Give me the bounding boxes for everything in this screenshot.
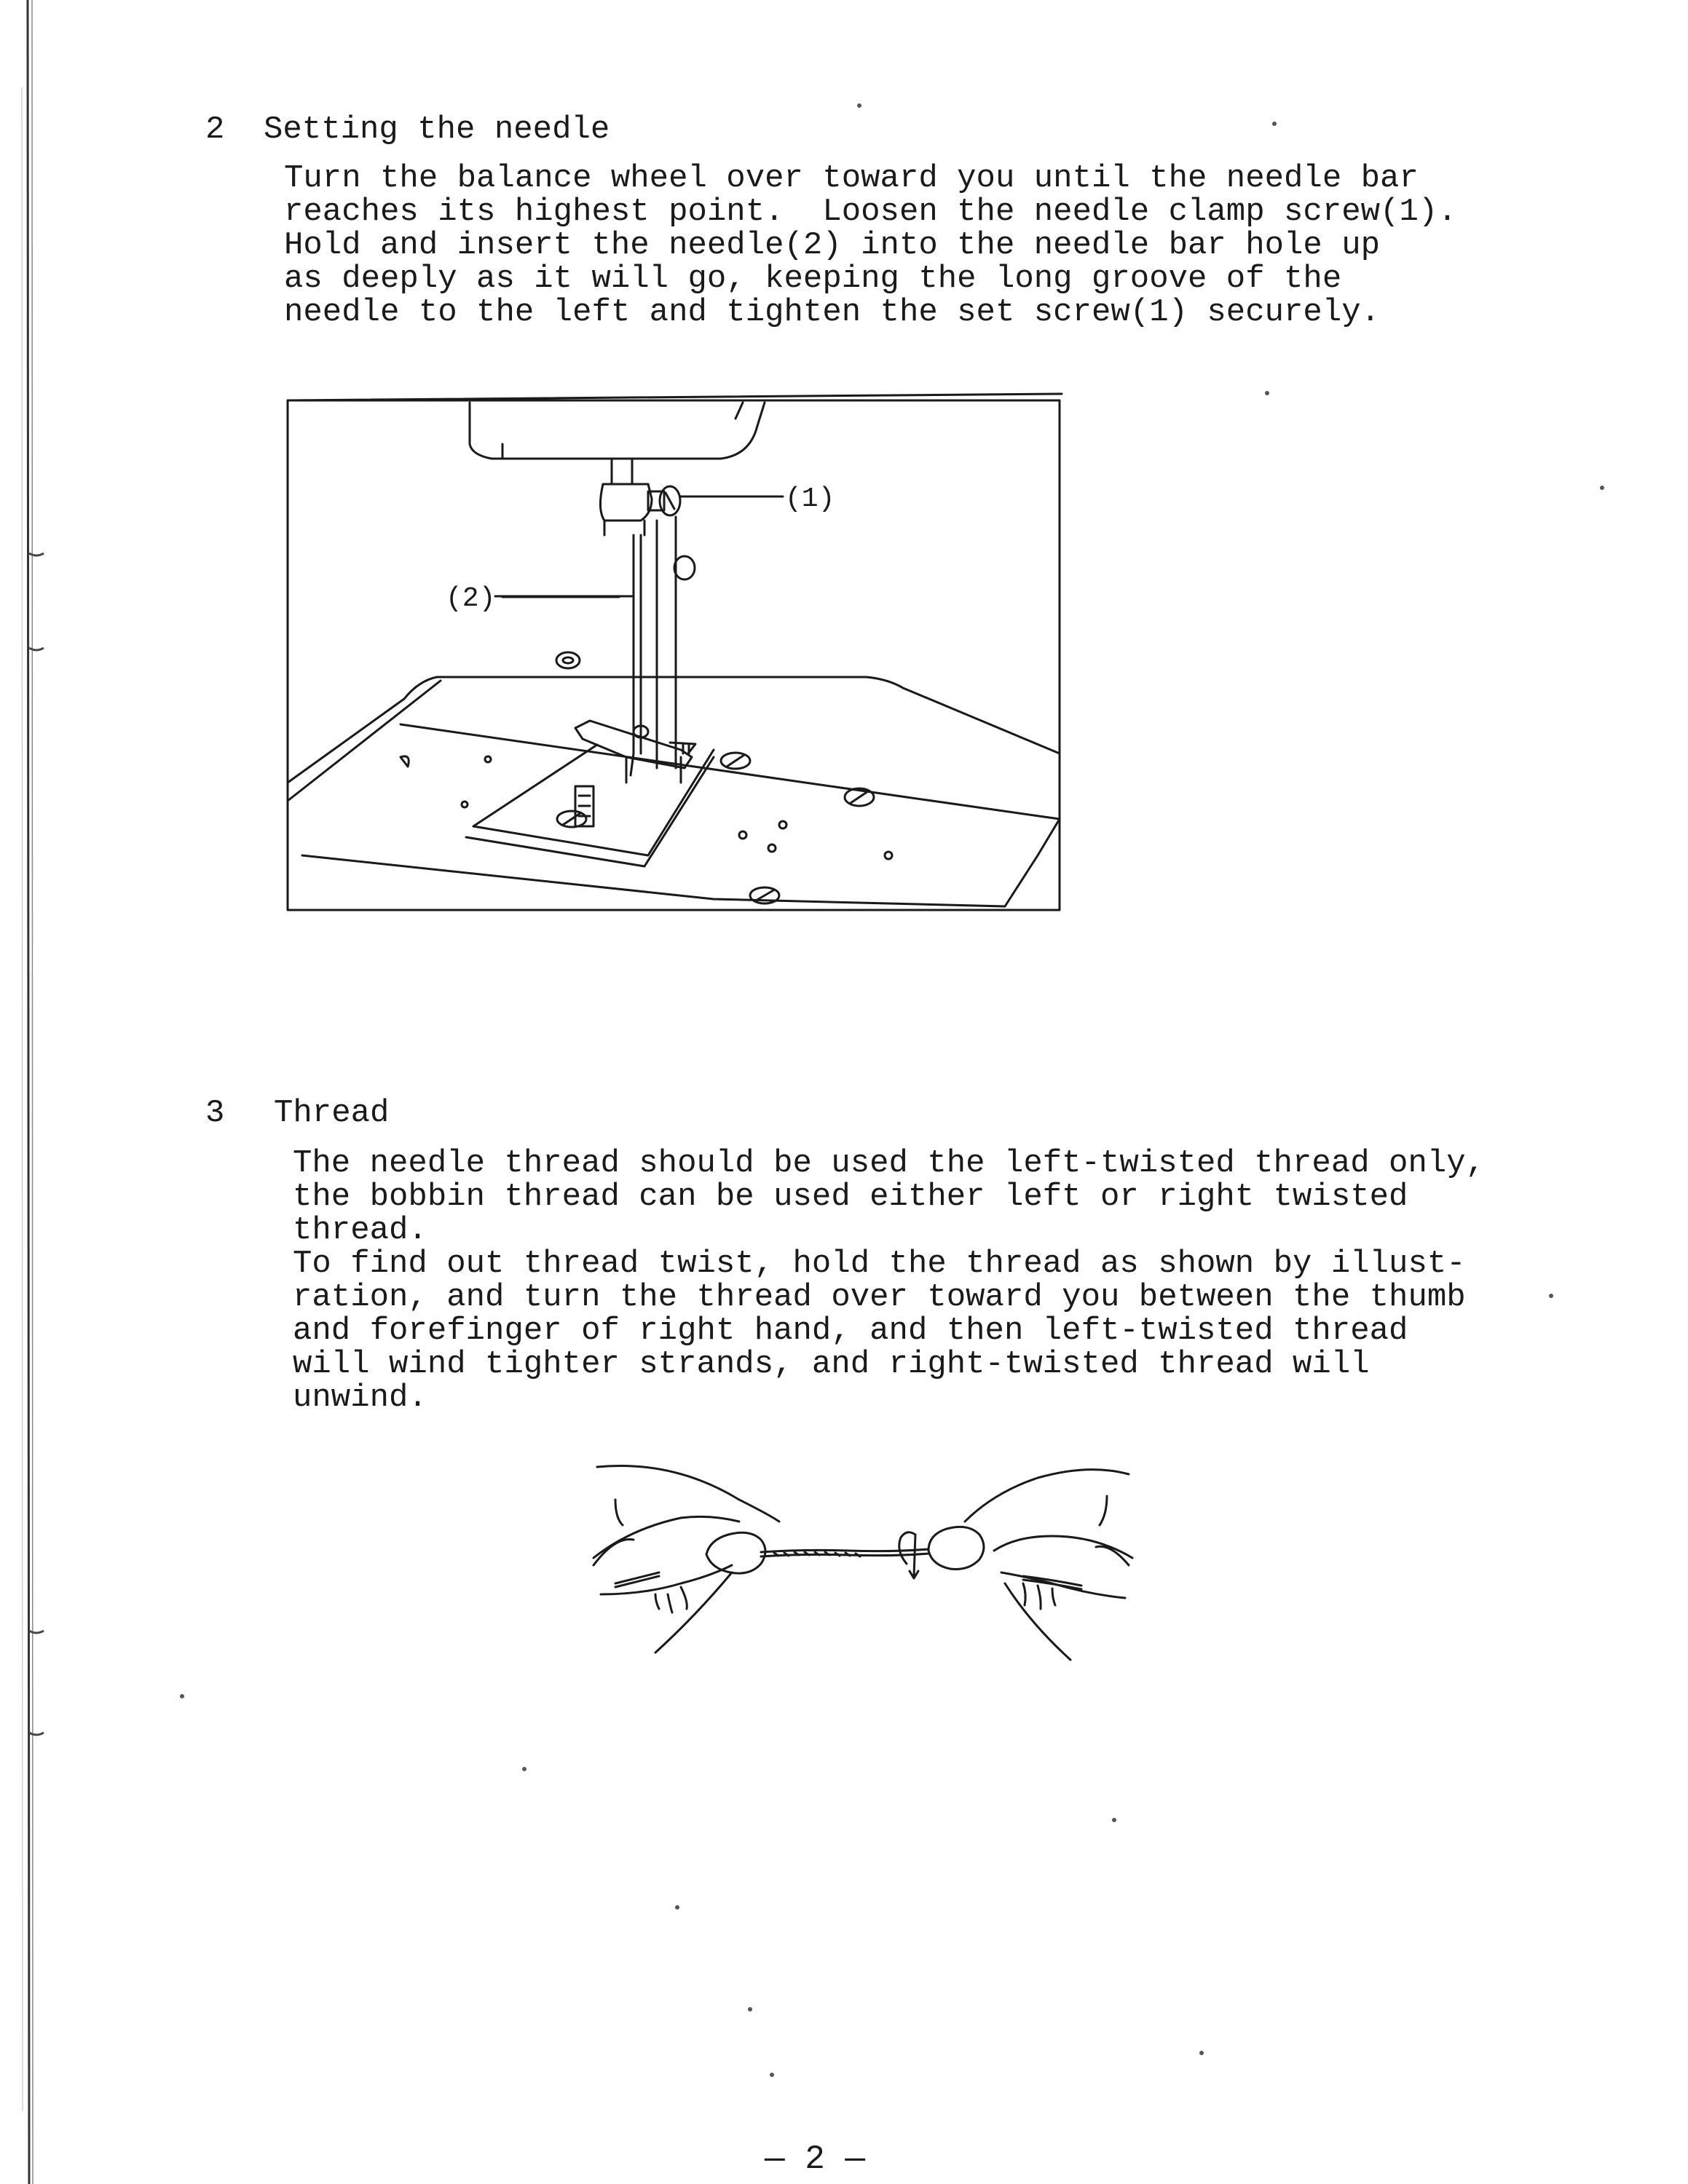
section-title: Thread [274, 1095, 390, 1131]
paragraph-line: ration, and turn the thread over toward you between the thumb [293, 1279, 1466, 1315]
paragraph-line: thread. [293, 1212, 427, 1249]
callout-2-label: (2) [446, 583, 496, 614]
section-title: Setting the needle [264, 111, 610, 148]
callout-1-label: (1) [785, 483, 835, 515]
section-number: 3 [205, 1095, 225, 1131]
paragraph-line: unwind. [293, 1380, 427, 1416]
paragraph-line: and forefinger of right hand, and then left-twisted thread [293, 1313, 1408, 1349]
paragraph-line: needle to the left and tighten the set screw(1) securely. [284, 294, 1381, 331]
paragraph-line: as deeply as it will go, keeping the long groove of the [284, 261, 1342, 297]
paragraph-line: Hold and insert the needle(2) into the needle bar hole up [284, 227, 1381, 264]
page-number: — 2 — [765, 2140, 866, 2178]
paragraph-line: reaches its highest point. Loosen the needle clamp screw(1). [284, 194, 1457, 230]
section-number: 2 [205, 111, 225, 148]
paragraph-line: the bobbin thread can be used either left or right twisted [293, 1179, 1408, 1215]
paragraph-line: The needle thread should be used the left-twisted thread only, [293, 1145, 1486, 1182]
paragraph-line: will wind tighter strands, and right-twisted thread will [293, 1346, 1370, 1382]
paragraph-line: To find out thread twist, hold the thread as shown by illust- [293, 1246, 1466, 1282]
paragraph-line: Turn the balance wheel over toward you until the needle bar [284, 160, 1419, 197]
